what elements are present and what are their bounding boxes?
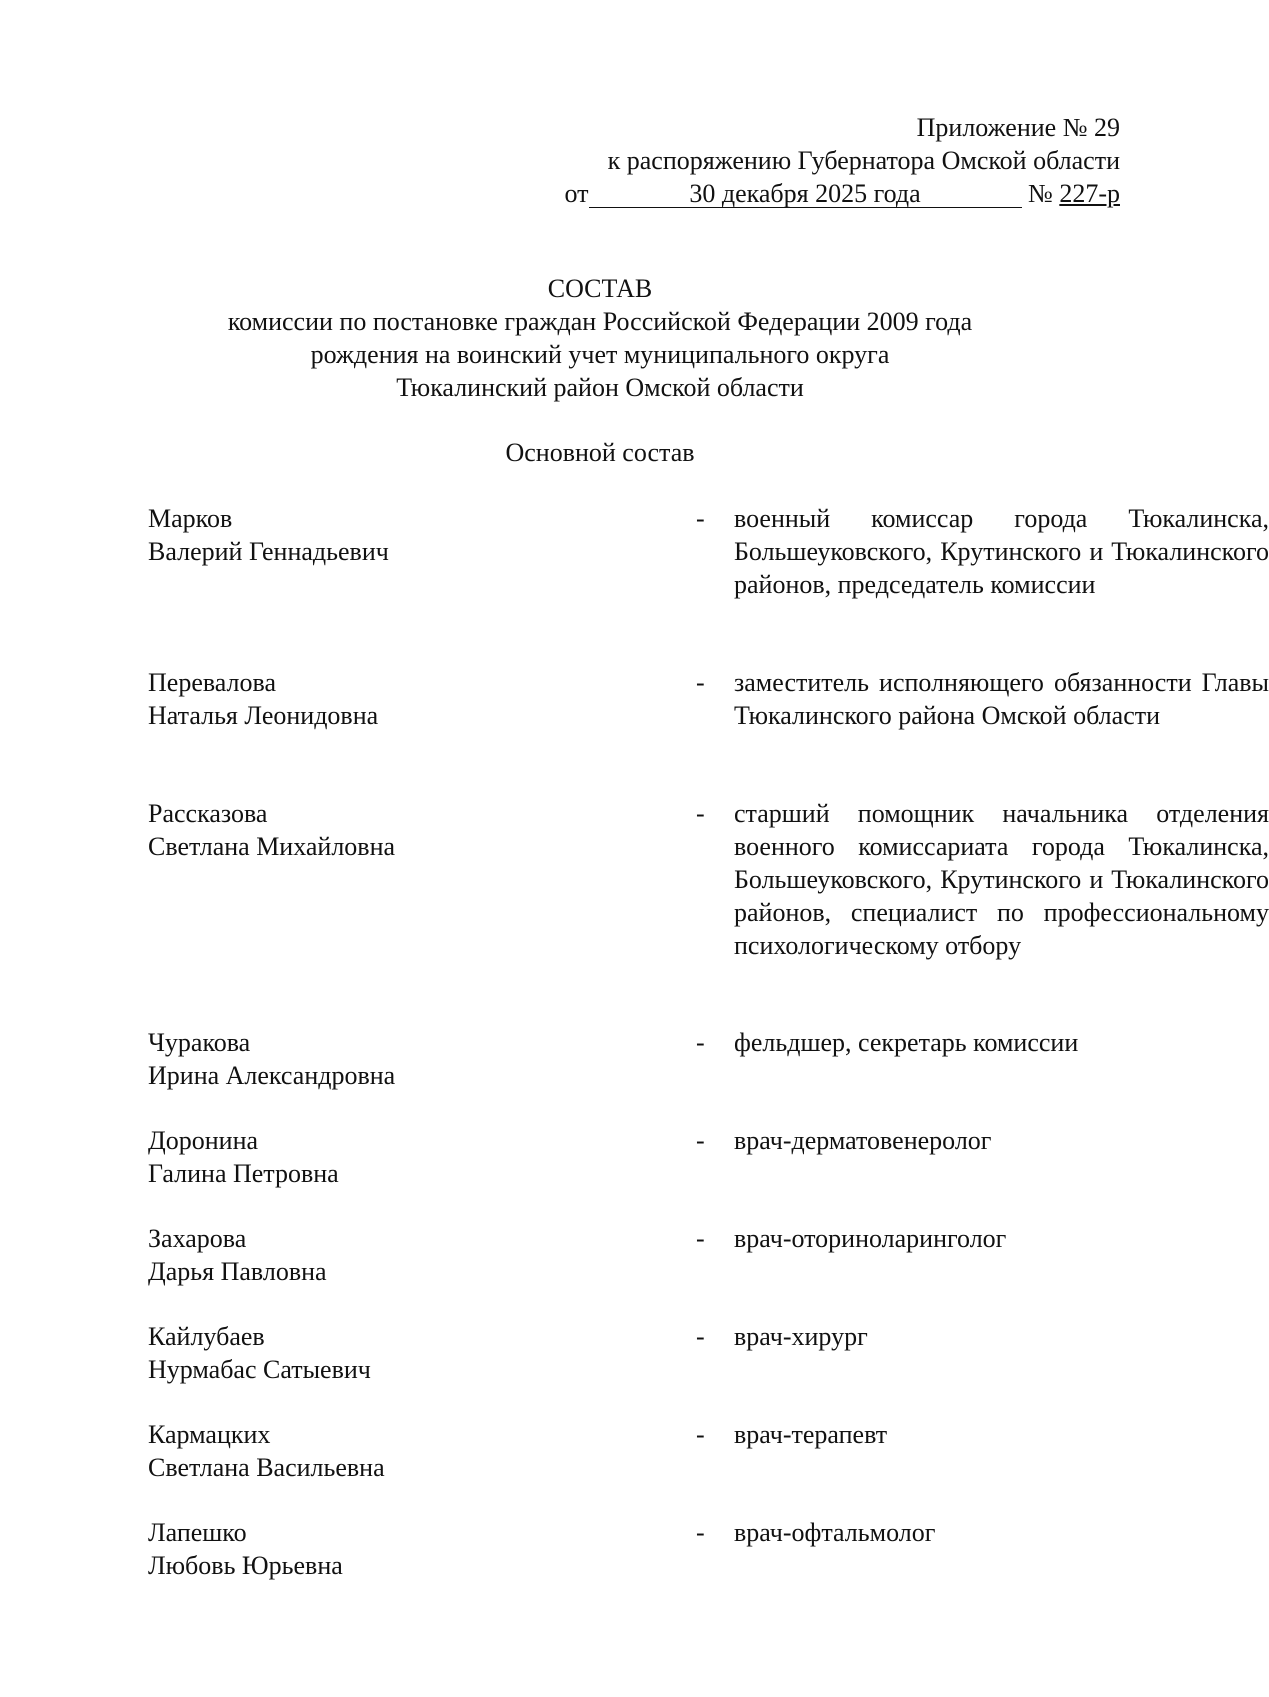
dash-separator: - bbox=[696, 668, 705, 697]
member-surname: Рассказова bbox=[148, 799, 268, 828]
member-surname: Марков bbox=[148, 504, 233, 533]
dash-separator: - bbox=[696, 1224, 705, 1253]
member-item bbox=[148, 1222, 1120, 1320]
order-date-line bbox=[564, 177, 1120, 210]
number-label: № bbox=[1028, 179, 1053, 208]
member-given-name: Наталья Леонидовна bbox=[148, 701, 379, 730]
member-given-name: Любовь Юрьевна bbox=[148, 1551, 343, 1580]
member-name bbox=[148, 1026, 548, 1092]
member-role: врач-терапевт bbox=[734, 1420, 888, 1449]
member-item bbox=[148, 666, 1269, 797]
dash-separator: - bbox=[696, 1322, 705, 1351]
title-line-1: комиссии по постановке граждан Российской Федерации 2009 года bbox=[227, 307, 973, 336]
order-number: 227-р bbox=[1059, 179, 1120, 208]
document-header bbox=[564, 111, 1120, 210]
dash-separator: - bbox=[696, 1518, 705, 1547]
appendix-number: Приложение № 29 bbox=[916, 113, 1120, 142]
member-item bbox=[148, 1516, 1120, 1586]
member-role: врач-оториноларинголог bbox=[734, 1224, 1007, 1253]
member-item bbox=[148, 1320, 1120, 1418]
document-title bbox=[0, 272, 1200, 404]
from-label: от bbox=[564, 179, 589, 208]
member-name bbox=[148, 1124, 548, 1190]
member-role: фельдшер, секретарь комиссии bbox=[734, 1028, 1079, 1057]
member-role: заместитель исполняющего обязанности Главы Тюкалинского района Омской области bbox=[734, 668, 1269, 730]
member-item bbox=[148, 1418, 1120, 1516]
member-surname: Кайлубаев bbox=[148, 1322, 265, 1351]
member-name bbox=[148, 1516, 548, 1582]
members-list bbox=[148, 502, 1269, 1586]
title-line-2: рождения на воинский учет муниципального округа bbox=[310, 340, 890, 369]
member-name bbox=[148, 797, 548, 863]
member-item bbox=[148, 502, 1269, 666]
title-main: СОСТАВ bbox=[547, 274, 653, 303]
dash-separator: - bbox=[696, 504, 705, 533]
order-reference: к распоряжению Губернатора Омской области bbox=[607, 146, 1120, 175]
member-item bbox=[148, 1026, 1120, 1124]
member-surname: Доронина bbox=[148, 1126, 259, 1155]
member-surname: Захарова bbox=[148, 1224, 247, 1253]
section-heading: Основной состав bbox=[505, 438, 695, 467]
member-name bbox=[148, 666, 548, 732]
dash-separator: - bbox=[696, 1028, 705, 1057]
member-surname: Лапешко bbox=[148, 1518, 247, 1547]
dash-separator: - bbox=[696, 1126, 705, 1155]
member-name bbox=[148, 1418, 548, 1484]
member-surname: Кармацких bbox=[148, 1420, 271, 1449]
dash-separator: - bbox=[696, 1420, 705, 1449]
member-name bbox=[148, 1320, 548, 1386]
member-name bbox=[148, 1222, 548, 1288]
member-role: военный комиссар города Тюкалинска, Большеуковского, Крутинского и Тюкалинского районов, председатель комиссии bbox=[734, 504, 1269, 599]
member-item bbox=[148, 797, 1269, 1026]
member-role: врач-хирург bbox=[734, 1322, 868, 1351]
member-given-name: Ирина Александровна bbox=[148, 1061, 396, 1090]
member-given-name: Валерий Геннадьевич bbox=[148, 537, 389, 566]
member-given-name: Светлана Васильевна bbox=[148, 1453, 385, 1482]
member-given-name: Галина Петровна bbox=[148, 1159, 339, 1188]
member-item bbox=[148, 1124, 1120, 1222]
member-surname: Перевалова bbox=[148, 668, 277, 697]
order-date: 30 декабря 2025 года bbox=[589, 180, 1022, 208]
member-given-name: Дарья Павловна bbox=[148, 1257, 327, 1286]
member-role: врач-офтальмолог bbox=[734, 1518, 936, 1547]
member-surname: Чуракова bbox=[148, 1028, 251, 1057]
member-role: старший помощник начальника отделения военного комиссариата города Тюкалинска, Большеуковского, Крутинского и Тюкалинского районов, специалист по профессиональному психологическому отбору bbox=[734, 799, 1269, 960]
member-given-name: Нурмабас Сатыевич bbox=[148, 1355, 371, 1384]
member-role: врач-дерматовенеролог bbox=[734, 1126, 992, 1155]
member-given-name: Светлана Михайловна bbox=[148, 832, 396, 861]
member-name bbox=[148, 502, 548, 568]
dash-separator: - bbox=[696, 799, 705, 828]
title-line-3: Тюкалинский район Омской области bbox=[396, 373, 804, 402]
